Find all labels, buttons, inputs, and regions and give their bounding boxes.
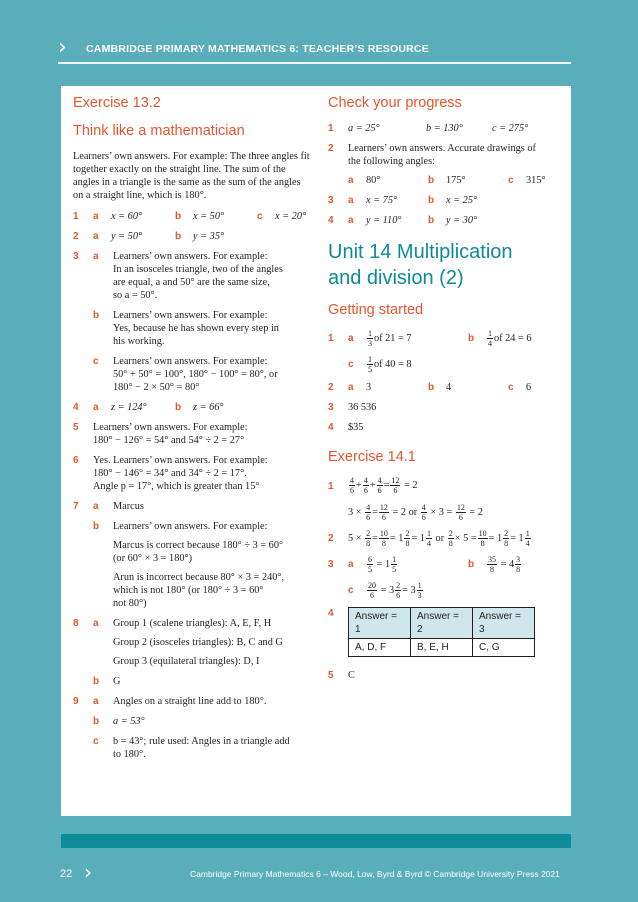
think-body: Learners’ own answers. For example: The three angles fit together exactly on the straight line. The sum of the angles in a triangle is the same as the sum of the angles on a straight line, which is 180°.: [73, 151, 310, 201]
q5: 5 Learners’ own answers. For example: 180° − 126° = 54° and 54° ÷ 2 = 27°: [73, 422, 248, 446]
g3: 3 36 536: [328, 402, 377, 413]
exercise-14-1-title: Exercise 14.1: [328, 449, 416, 465]
q9b: b a = 53°: [93, 716, 145, 727]
chevron-right-icon: ›: [58, 35, 67, 60]
g4: 4 $35: [328, 422, 364, 433]
c4: 4 a y = 110° b y = 30°: [328, 215, 478, 226]
footer-stripe: [61, 834, 571, 848]
q1: 1 a x = 60° b x = 50° c x = 20°: [73, 211, 307, 222]
page-header: [0, 0, 638, 66]
header-title: CAMBRIDGE PRIMARY MATHEMATICS 6: TEACHER’S RESOURCE: [86, 43, 429, 55]
check-progress-title: Check your progress: [328, 95, 462, 111]
g1ab: 1 a $\frac{1}{3}$ of 21 = 7 b $\frac{1}{4}$ of 24 = 6: [328, 329, 532, 348]
q9a: 9 a Angles on a straight line add to 180°.: [73, 696, 267, 707]
q3b: b Learners’ own answers. For example: Yes, because he has shown every step in his working.: [93, 310, 279, 347]
q2: 2 a y = 50° b y = 35°: [73, 231, 225, 242]
c1: 1 a = 25° b = 130° c = 275°: [328, 123, 529, 134]
e3c: c $\frac{20}{6}$ = 3 $\frac{2}{6}$ = 3 $\frac{1}{3}$: [348, 581, 422, 600]
right-column: [328, 94, 560, 689]
page-number: 22: [60, 868, 73, 880]
answer-table: Answer = 1 Answer = 2 Answer = 3 A, D, F B, E, H C, G: [348, 607, 535, 657]
think-title: Think like a mathematician: [73, 123, 245, 139]
g1c: c $\frac{1}{5}$ of 40 = 8: [348, 355, 412, 374]
unit-14-title: Unit 14 Multiplication and division (2): [328, 241, 513, 289]
getting-started-title: Getting started: [328, 302, 424, 318]
q3a: 3 a Learners’ own answers. For example: In an isosceles triangle, two of the angles are equal, a and 50° are the same size, so a = 50°.: [73, 251, 283, 301]
q7b: b Learners’ own answers. For example: Marcus is correct because 180° ÷ 3 = 60° (or 60° × 3 = 180°) Arun is incorrect because 80° × 3 = 240°, which is not 180° (or 180° ÷ 3 = 60° not 80°): [93, 521, 285, 609]
e5: 5 C: [328, 670, 355, 681]
q8a: 8 a Group 1 (scalene triangles): A, E, F, H Group 2 (isosceles triangles): B, C and G Group 3 (equilateral triangles): D, I: [73, 618, 283, 667]
c2: 2 Learners’ own answers. Accurate drawings of the following angles: a 80° b 175° c 315°: [328, 143, 546, 186]
footer-credit: Cambridge Primary Mathematics 6 – Wood, Low, Byrd & Byrd © Cambridge University Press 2021: [190, 869, 560, 879]
left-column: [73, 94, 313, 768]
q9c: c b = 43°; rule used: Angles in a triangle add to 180°.: [93, 736, 290, 760]
exercise-13-2-title: Exercise 13.2: [73, 95, 161, 111]
e2: 2 5 × $\frac{2}{8}$ = $\frac{10}{8}$ = 1 $\frac{2}{8}$ = 1 $\frac{1}{4}$ or $\frac{2}{8}$ × 5 = $\frac{10}{8}$ = 1 $\frac{2}{8}$ = 1 $\frac{1}{4}$: [328, 529, 530, 548]
q6: 6 Yes. Learners’ own answers. For example: 180° − 146° = 34° and 34° ÷ 2 = 17°. Angle p = 17°, which is greater than 15°: [73, 455, 268, 492]
q8b: b G: [93, 676, 121, 687]
header-rule: [58, 62, 571, 64]
e4: 4 Answer = 1 Answer = 2 Answer = 3 A, D, F B, E, H C, G: [328, 607, 560, 657]
e3ab: 3 a $\frac{6}{5}$ = 1 $\frac{1}{5}$ b $\frac{35}{8}$ = 4 $\frac{3}{8}$: [328, 555, 521, 574]
e1: 1 $\frac{4}{6}$ + $\frac{4}{6}$ + $\frac{4}{6}$ = $\frac{12}{6}$ = 2 3 × $\frac{4}{6}$ = $\frac{12}{6}$ = 2 or $\frac{4}{6}$ × 3 = $\frac{12}{6}$ = 2: [328, 476, 483, 522]
q4: 4 a z = 124° b z = 66°: [73, 402, 224, 413]
c3: 3 a x = 75° b x = 25°: [328, 195, 478, 206]
chevron-right-icon: ›: [84, 860, 92, 884]
q7a: 7 a Marcus: [73, 501, 144, 512]
q3c: c Learners’ own answers. For example: 50° + 50° = 100°, 180° − 100° = 80°, or 180° − 2 × 50° = 80°: [93, 356, 278, 393]
g2: 2 a 3 b 4 c 6: [328, 382, 532, 393]
